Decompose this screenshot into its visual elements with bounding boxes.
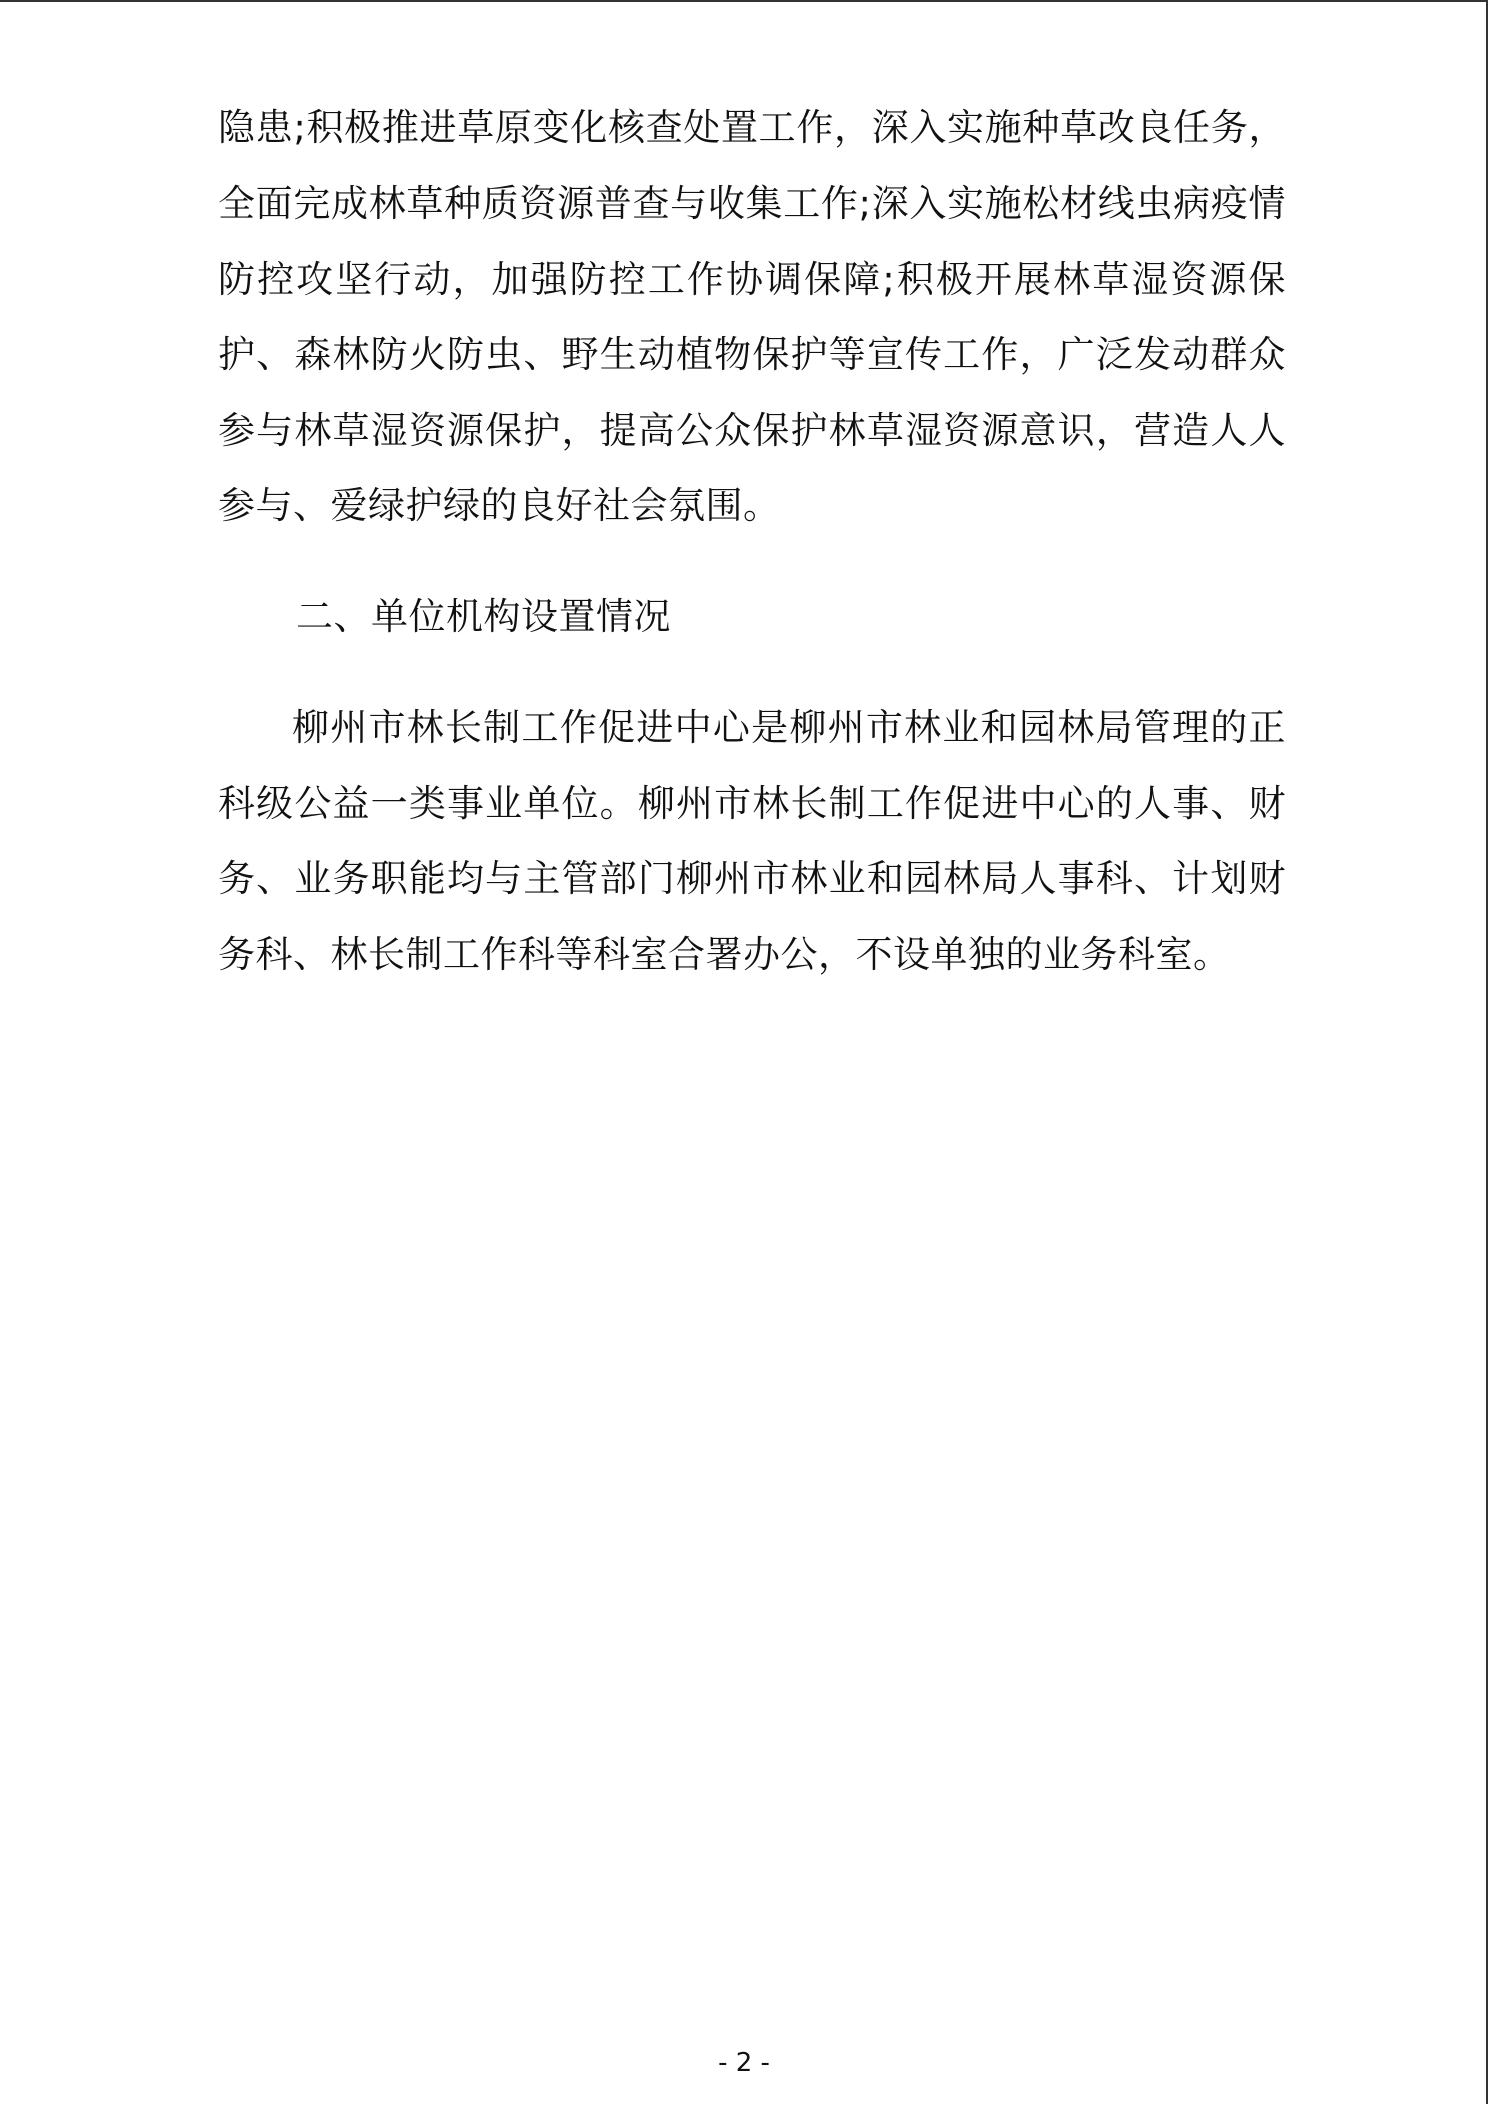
paragraph-line: 全面完成林草种质资源普查与收集工作;深入实施松材线虫病疫情 [218,182,1286,225]
paragraph-line: 隐患;积极推进草原变化核查处置工作，深入实施种草改良任务， [218,106,1286,149]
paragraph-line: 务、业务职能均与主管部门柳州市林业和园林局人事科、计划财 [218,857,1286,900]
page-border-top [0,0,1488,2]
paragraph-line: 科级公益一类事业单位。柳州市林长制工作促进中心的人事、财 [218,782,1286,825]
paragraph-line: 参与林草湿资源保护，提高公众保护林草湿资源意识，营造人人 [218,409,1286,452]
section-heading: 二、单位机构设置情况 [296,595,671,638]
paragraph-line: 防控攻坚行动，加强防控工作协调保障;积极开展林草湿资源保 [218,258,1286,301]
paragraph-line: 护、森林防火防虫、野生动植物保护等宣传工作，广泛发动群众 [218,333,1286,376]
page-number: - 2 - [718,2048,770,2078]
paragraph-line: 务科、林长制工作科等科室合署办公，不设单独的业务科室。 [218,933,1231,976]
paragraph-line: 柳州市林长制工作促进中心是柳州市林业和园林局管理的正 [292,706,1286,749]
paragraph-line: 参与、爱绿护绿的良好社会氛围。 [218,484,781,527]
